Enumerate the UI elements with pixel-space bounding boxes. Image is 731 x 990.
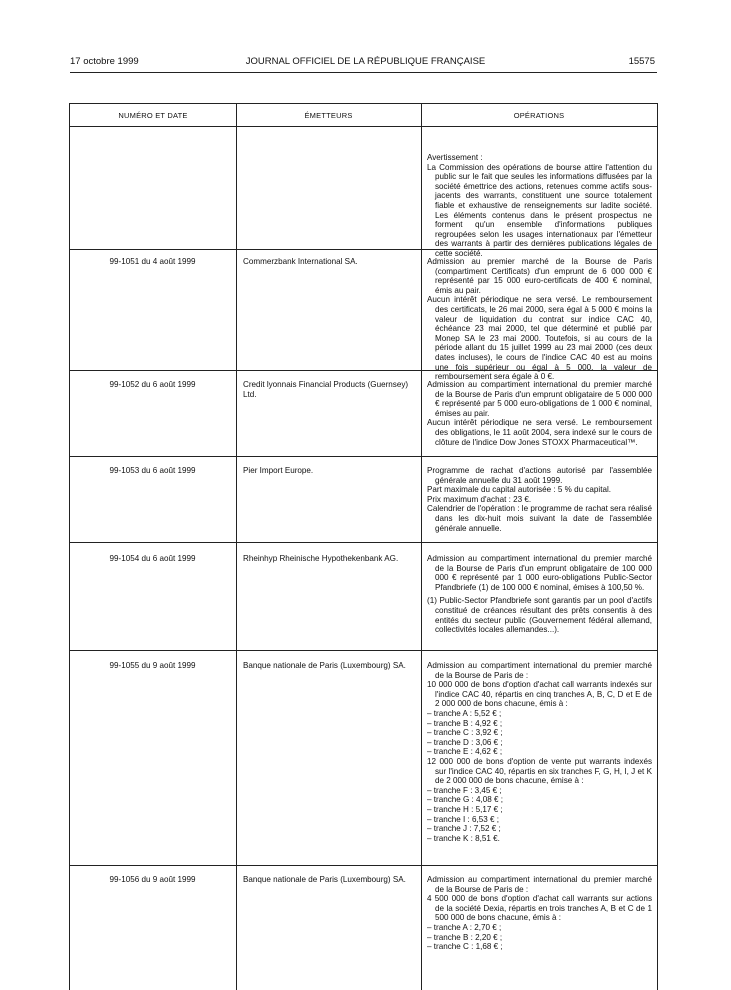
tranche-item: – tranche B : 4,92 € ; [427, 718, 503, 728]
page-number: 15575 [628, 56, 655, 67]
row-3-numero: 99-1053 du 6 août 1999 [109, 466, 196, 475]
row-4-emetteur: Rheinhyp Rheinische Hypothekenbank AG. [243, 554, 399, 563]
header-rule [70, 72, 657, 73]
tranche-item: – tranche F : 3,45 € ; [427, 785, 502, 795]
op-text: Part maximale du capital autorisée : 5 % du capital. [427, 485, 612, 495]
tranche-item: – tranche H : 5,17 € ; [427, 804, 503, 814]
op-text: Aucun intérêt périodique ne sera versé. Le remboursement des certificats, le 26 mai 2000, sera égal à 5 000 € moins la valeur de liquidation du contrat sur indice CAC 40, échéance 23 mai 2000, tel que déterminé et publié par Monep SA le 23 mai 2000. Toutefois, si au cours de la période allant du 15 juillet 1999 au 23 mai 2000 (ces deux dates incluses), le cours de l'indice CAC 40 est au moins une fois supérieur ou égal à 5 000, la valeur de remboursement sera égale à 0 €. [427, 295, 652, 382]
row-divider [70, 126, 657, 127]
row-5-operations [427, 661, 652, 843]
tranche-item: – tranche A : 2,70 € ; [427, 922, 502, 932]
column-header-operations: OPÉRATIONS [513, 111, 565, 120]
row-divider [70, 650, 657, 651]
row-divider [70, 249, 657, 250]
row-3-operations [427, 466, 652, 533]
page-header [0, 56, 731, 70]
op-text: La Commission des opérations de bourse attire l'attention du public sur le fait que seules les informations diffusées par la société émettrice des actions, retenues comme actifs sous-jacents des warrants, constituent une source totalement fiable et exhaustive de renseignements sur ladite société. Les éléments contenus dans le présent prospectus ne forment qu'un ensemble d'informations publiques regroupées selon les usages internationaux par l'émetteur des warrants à partir des dernières publications légales de cette société. [427, 162, 652, 258]
op-text: Admission au compartiment international du premier marché de la Bourse de Paris d'un emprunt obligataire de 100 000 000 € représenté par 1 000 euro-obligations Public-Sector Pfandbriefe (1) de 100 000 € nominal, émises à 100,50 %. [427, 554, 652, 592]
operations-table [69, 103, 658, 990]
op-text: Aucun intérêt périodique ne sera versé. Le remboursement des obligations, le 11 août 2004, sera indexé sur le cours de clôture de l'indice Dow Jones STOXX Pharmaceutical™. [427, 418, 652, 447]
row-divider [70, 370, 657, 371]
op-text: Admission au compartiment international du premier marché de la Bourse de Paris de : [427, 661, 652, 680]
op-text: Admission au compartiment international du premier marché de la Bourse de Paris de : [427, 875, 652, 894]
op-text: Admission au compartiment international du premier marché de la Bourse de Paris d'un emprunt obligataire de 5 000 000 € représenté par 5 000 euro-obligations de 1 000 € nominal, émises au pair. [427, 380, 652, 418]
op-text: Prix maximum d'achat : 23 €. [427, 494, 532, 504]
tranche-item: – tranche K : 8,51 €. [427, 833, 500, 843]
header-title: JOURNAL OFFICIEL DE LA RÉPUBLIQUE FRANÇAISE [245, 56, 486, 67]
row-6-emetteur: Banque nationale de Paris (Luxembourg) SA. [243, 875, 406, 884]
tranche-item: – tranche A : 5,52 € ; [427, 708, 502, 718]
op-text: 4 500 000 de bons d'option d'achat call warrants sur actions de la société Dexia, répartis en trois tranches A, B et C de 1 500 000 de bons chacune, émis à : [427, 894, 652, 923]
column-divider [421, 104, 422, 990]
row-4-numero: 99-1054 du 6 août 1999 [109, 554, 196, 563]
row-6-numero: 99-1056 du 9 août 1999 [109, 875, 196, 884]
op-text: Calendrier de l'opération : le programme de rachat sera réalisé dans les dix-huit mois suivant la date de l'assemblée générale annuelle. [427, 504, 652, 533]
tranche-item: – tranche E : 4,62 € ; [427, 747, 503, 757]
row-divider [70, 456, 657, 457]
op-text: 12 000 000 de bons d'option de vente put warrants indexés sur l'indice CAC 40, répartis en six tranches F, G, H, I, J et K de 2 000 000 de bons chacune, émise à : [427, 756, 652, 786]
tranche-item: – tranche I : 6,53 € ; [427, 814, 499, 824]
column-header-numero: NUMÉRO ET DATE [118, 111, 188, 120]
op-text: Avertissement : [427, 153, 483, 162]
tranche-item: – tranche J : 7,52 € ; [427, 824, 501, 834]
row-5-emetteur: Banque nationale de Paris (Luxembourg) SA. [243, 661, 406, 670]
column-divider [236, 104, 237, 990]
tranche-item: – tranche D : 3,06 € ; [427, 737, 503, 747]
row-divider [70, 865, 657, 866]
row-5-numero: 99-1055 du 9 août 1999 [109, 661, 196, 670]
row-2-numero: 99-1052 du 6 août 1999 [109, 380, 196, 389]
op-text: (1) Public-Sector Pfandbriefe sont garantis par un pool d'actifs constitué de créances résultant des prêts consentis à des entités du secteur public (Gouvernement fédéral allemand, collectivités locales allemandes...). [427, 596, 652, 635]
row-1-emetteur: Commerzbank International SA. [243, 257, 358, 266]
row-1-numero: 99-1051 du 4 août 1999 [109, 257, 196, 266]
row-3-emetteur: Pier Import Europe. [243, 466, 314, 475]
tranche-item: – tranche C : 3,92 € ; [427, 728, 503, 738]
tranche-item: – tranche G : 4,08 € ; [427, 795, 504, 805]
op-text: 10 000 000 de bons d'option d'achat call warrants indexés sur l'indice CAC 40, répartis en cinq tranches A, B, C, D et E de 2 000 000 de bons chacune, émis à : [427, 680, 652, 709]
row-1-operations [427, 257, 652, 382]
row-2-emetteur: Credit lyonnais Financial Products (Guernsey) Ltd. [243, 380, 409, 399]
row-0-operations [427, 153, 652, 259]
tranche-item: – tranche B : 2,20 € ; [427, 932, 503, 942]
header-date: 17 octobre 1999 [70, 56, 139, 67]
row-2-operations [427, 380, 652, 447]
row-divider [70, 542, 657, 543]
op-text: Programme de rachat d'actions autorisé par l'assemblée générale annuelle du 31 août 1999. [427, 466, 652, 485]
tranche-item: – tranche C : 1,68 € ; [427, 942, 503, 952]
op-text: Admission au premier marché de la Bourse de Paris (compartiment Certificats) d'un emprunt de 6 000 000 € représenté par 15 000 euro-certificats de 400 € nominal, émis au pair. [427, 257, 652, 295]
table-header [70, 104, 657, 126]
row-4-operations [427, 554, 652, 635]
row-6-operations [427, 875, 652, 952]
column-header-emetteurs: ÉMETTEURS [304, 111, 353, 120]
